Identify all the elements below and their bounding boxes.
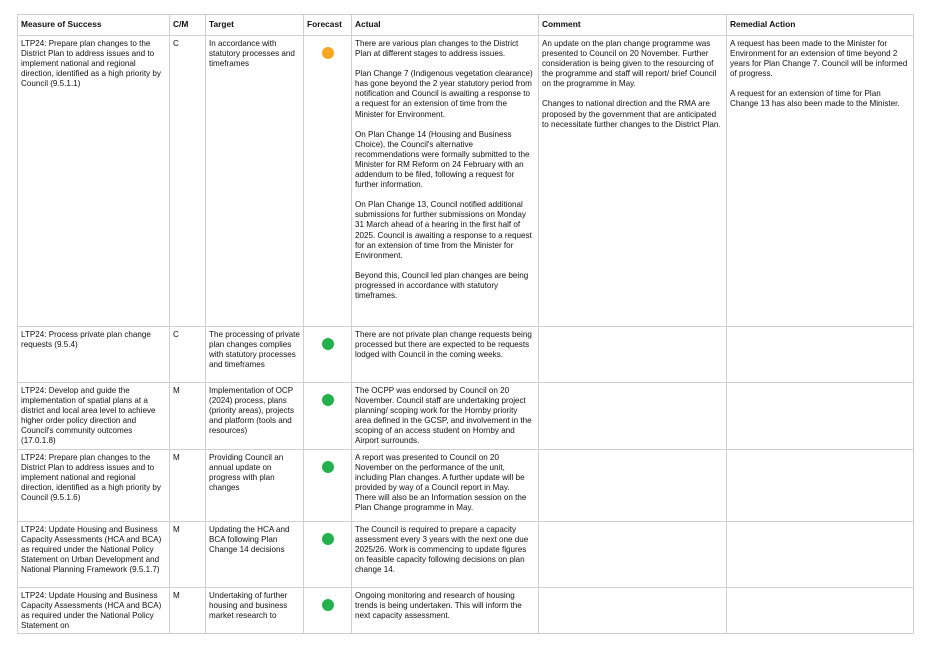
header-target: Target — [206, 15, 304, 36]
comment-cell — [539, 588, 727, 634]
target-cell: Providing Council an annual update on progress with plan changes — [206, 450, 304, 522]
actual-cell — [352, 383, 539, 450]
measure-cell: LTP24: Develop and guide the implementation of spatial plans at a district and local area level to achieve higher order policy direction and Council's community outcomes (17.0.1.8) — [18, 383, 170, 450]
header-measure: Measure of Success — [18, 15, 170, 36]
header-forecast: Forecast — [304, 15, 352, 36]
forecast-cell — [304, 383, 352, 450]
comment-cell — [539, 450, 727, 522]
target-cell: In accordance with statutory processes and timeframes — [206, 36, 304, 327]
comment-cell — [539, 36, 727, 327]
actual-paragraph: Ongoing monitoring and research of housing trends is being undertaken. This will inform the next capacity assessment. — [355, 591, 522, 621]
actual-paragraph: There are not private plan change requests being processed but there are expected to be requests lodged with Council in the coming weeks. — [355, 330, 532, 360]
cm-cell: M — [170, 522, 206, 588]
remedial-paragraph: A request has been made to the Minister for Environment for an extension of time beyond 2 years for Plan Change 7. Council will be informed of progress. — [730, 39, 908, 79]
remedial-cell — [727, 588, 914, 634]
remedial-cell — [727, 383, 914, 450]
target-cell: The processing of private plan changes complies with statutory processes and timeframes — [206, 327, 304, 383]
forecast-green-indicator — [322, 338, 334, 350]
actual-paragraph: A report was presented to Council on 20 November on the performance of the unit, including Plan changes. A further update will be provided by way of a Council report in May. — [355, 453, 525, 493]
table-row — [18, 383, 914, 450]
comment-cell — [539, 383, 727, 450]
actual-paragraph: The Council is required to prepare a capacity assessment every 3 years with the next one due 2025/26. Work is commencing to update figures on feasible capacity following decisions on plan change 14. — [355, 525, 529, 575]
cm-cell: M — [170, 383, 206, 450]
target-cell: Undertaking of further housing and business market research to — [206, 588, 304, 634]
forecast-cell — [304, 327, 352, 383]
table-row — [18, 588, 914, 634]
actual-cell — [352, 588, 539, 634]
header-actual: Actual — [352, 15, 539, 36]
forecast-cell — [304, 450, 352, 522]
table-row — [18, 450, 914, 522]
table-row — [18, 327, 914, 383]
remedial-cell — [727, 522, 914, 588]
actual-cell — [352, 522, 539, 588]
actual-paragraph: On Plan Change 13, Council notified additional submissions for further submissions on Monday 31 March ahead of a hearing in the first half of 2025. Council is awaiting a response to a request for an extension of time from the Minister for Environment. — [355, 200, 532, 260]
forecast-cell — [304, 588, 352, 634]
cm-cell: C — [170, 327, 206, 383]
header-comment: Comment — [539, 15, 727, 36]
comment-paragraph: An update on the plan change programme was presented to Council on 20 November. Further consideration is being given to the resourcing of the programme and staff will report/ brief Council on the programme in May. — [542, 39, 717, 89]
actual-paragraph: There will also be an Information session on the Plan Change programme in May. — [355, 493, 527, 513]
target-cell: Updating the HCA and BCA following Plan Change 14 decisions — [206, 522, 304, 588]
cm-cell: C — [170, 36, 206, 327]
header-cm: C/M — [170, 15, 206, 36]
forecast-green-indicator — [322, 394, 334, 406]
forecast-cell — [304, 522, 352, 588]
forecast-amber-indicator — [322, 47, 334, 59]
forecast-green-indicator — [322, 599, 334, 611]
actual-paragraph: Plan Change 7 (Indigenous vegetation clearance) has gone beyond the 2 year statutory period from notification and Council is awaiting a response to a request for an extension of time from the Minister for Environment. — [355, 69, 533, 119]
forecast-green-indicator — [322, 461, 334, 473]
measure-cell: LTP24: Update Housing and Business Capacity Assessments (HCA and BCA) as required under the National Policy Statement on — [18, 588, 170, 634]
table-row — [18, 36, 914, 327]
actual-paragraph: There are various plan changes to the District Plan at different stages to address issues. — [355, 39, 519, 59]
comment-cell — [539, 327, 727, 383]
header-remedial: Remedial Action — [727, 15, 914, 36]
measure-cell: LTP24: Prepare plan changes to the District Plan to address issues and to implement national and regional direction, identified as a high priority by Council (9.5.1.6) — [18, 450, 170, 522]
target-cell: Implementation of OCP (2024) process, plans (priority areas), projects and platform (tools and resources) — [206, 383, 304, 450]
measure-cell: LTP24: Prepare plan changes to the District Plan to address issues and to implement national and regional direction, identified as a high priority by Council (9.5.1.1) — [18, 36, 170, 327]
remedial-paragraph: A request for an extension of time for Plan Change 13 has also been made to the Minister. — [730, 89, 900, 109]
measure-cell: LTP24: Update Housing and Business Capacity Assessments (HCA and BCA) as required under the National Policy Statement on Urban Development and National Planning Framework (9.5.1.7) — [18, 522, 170, 588]
cm-cell: M — [170, 588, 206, 634]
header-row — [18, 15, 914, 36]
actual-paragraph: Beyond this, Council led plan changes are being progressed in accordance with statutory timeframes. — [355, 270, 529, 300]
measures-table — [17, 14, 914, 634]
comment-cell — [539, 522, 727, 588]
actual-cell — [352, 327, 539, 383]
forecast-cell — [304, 36, 352, 327]
actual-paragraph: On Plan Change 14 (Housing and Business Choice), the Council's alternative recommendations were formally submitted to the Minister for RM Reform on 24 February with an addendum to be filed, following a request for further information. — [355, 129, 530, 190]
comment-paragraph: Changes to national direction and the RMA are proposed by the government that are anticipated to necessitate further changes to the District Plan. — [542, 99, 721, 129]
remedial-cell — [727, 450, 914, 522]
remedial-cell — [727, 327, 914, 383]
measure-cell: LTP24: Process private plan change requests (9.5.4) — [18, 327, 170, 383]
actual-cell — [352, 36, 539, 327]
actual-paragraph: The OCPP was endorsed by Council on 20 November. Council staff are undertaking project planning/ scoping work for the Hornby priority area defined in the GCSP, and involvement in the scoping of an access student on Hornby and Airport surrounds. — [355, 386, 532, 446]
actual-cell — [352, 450, 539, 522]
remedial-cell — [727, 36, 914, 327]
forecast-green-indicator — [322, 533, 334, 545]
cm-cell: M — [170, 450, 206, 522]
table-row — [18, 522, 914, 588]
